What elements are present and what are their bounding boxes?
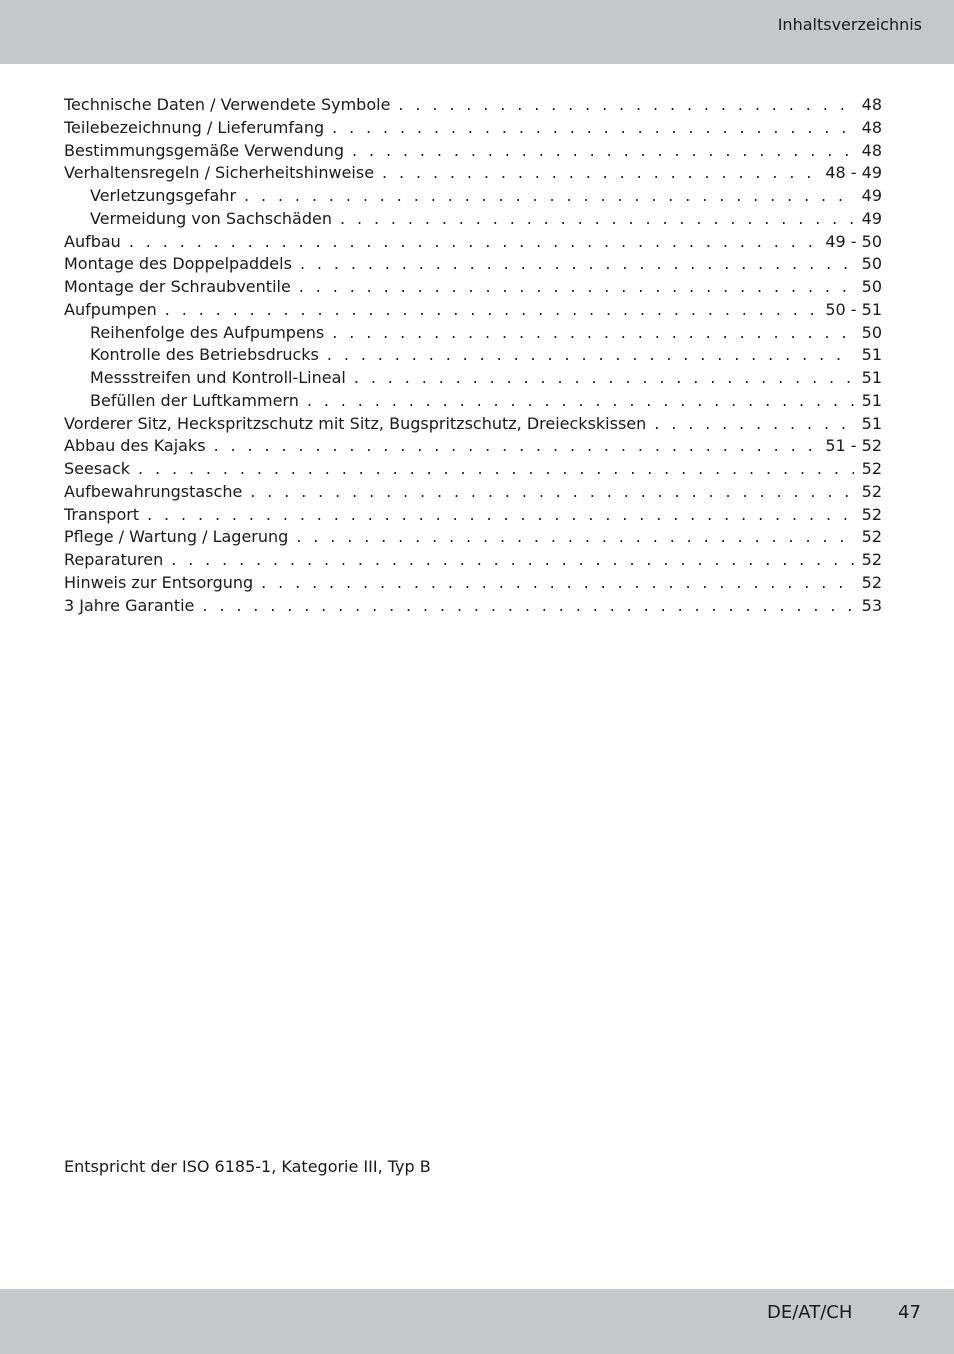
toc-entry[interactable] <box>64 276 882 299</box>
toc-entry-label: Technische Daten / Verwendete Symbole <box>64 95 391 114</box>
toc-entry-label: Aufbewahrungstasche <box>64 481 243 501</box>
toc-entry-page: 52 <box>861 481 882 501</box>
toc-entry[interactable] <box>64 572 882 595</box>
toc-leader-dots <box>382 162 817 185</box>
toc-entry[interactable] <box>64 140 882 163</box>
toc-entry[interactable] <box>64 504 882 527</box>
toc-entry-label: Hinweis zur Entsorgung <box>64 572 254 592</box>
standard-note: Entspricht der ISO 6185-1, Kategorie III, Typ B <box>64 1157 431 1176</box>
toc-leader-dots <box>138 458 854 481</box>
toc-entry-label: Abbau des Kajaks <box>64 436 206 456</box>
toc-leader-dots <box>250 481 853 504</box>
toc-entry[interactable] <box>64 231 882 254</box>
toc-entry-page: 49 <box>861 186 882 205</box>
toc-entry-page: 51 - 52 <box>825 436 882 456</box>
toc-entry-label: Montage der Schraubventile <box>64 277 291 296</box>
toc-leader-dots <box>129 231 818 254</box>
toc-entry[interactable] <box>64 117 882 140</box>
toc-entry[interactable] <box>64 458 882 481</box>
toc-leader-dots <box>147 504 854 527</box>
toc-entry[interactable] <box>64 344 882 367</box>
toc-leader-dots <box>202 595 853 618</box>
toc-entry-page: 52 <box>861 572 882 592</box>
toc-entry-page: 51 <box>861 368 882 387</box>
toc-leader-dots <box>244 185 854 208</box>
toc-entry[interactable] <box>64 367 882 390</box>
toc-leader-dots <box>296 526 853 549</box>
toc-entry[interactable] <box>64 253 882 276</box>
toc-leader-dots <box>299 276 854 299</box>
toc-entry[interactable] <box>64 299 882 322</box>
toc-entry-page: 48 - 49 <box>825 163 882 183</box>
table-of-contents <box>64 94 882 617</box>
toc-entry-page: 51 <box>861 390 882 410</box>
footer-region: DE/AT/CH <box>767 1302 853 1323</box>
toc-entry[interactable] <box>64 162 882 185</box>
toc-entry-label: Vorderer Sitz, Heckspritzschutz mit Sitz, Bugspritzschutz, Dreieckskissen <box>64 413 647 433</box>
toc-entry-label: Verhaltensregeln / Sicherheitshinweise <box>64 163 375 183</box>
toc-leader-dots <box>332 322 853 345</box>
toc-leader-dots <box>398 94 853 117</box>
toc-leader-dots <box>171 549 853 572</box>
toc-entry-page: 50 <box>861 277 882 296</box>
toc-entry[interactable] <box>64 435 882 458</box>
toc-entry-label: Kontrolle des Betriebsdrucks <box>90 345 319 365</box>
toc-entry-label: Seesack <box>64 459 131 478</box>
toc-entry-page: 49 <box>861 208 882 228</box>
toc-entry-page: 51 <box>861 345 882 365</box>
toc-entry-page: 50 - 51 <box>825 299 882 319</box>
toc-entry-page: 53 <box>861 595 882 615</box>
toc-leader-dots <box>261 572 853 595</box>
toc-leader-dots <box>300 253 854 276</box>
toc-entry-page: 50 <box>861 322 882 342</box>
footer-bar <box>0 1289 954 1354</box>
toc-entry-page: 49 - 50 <box>825 231 882 251</box>
toc-entry-label: Aufpumpen <box>64 299 157 319</box>
toc-entry[interactable] <box>64 413 882 436</box>
toc-leader-dots <box>352 140 854 163</box>
toc-entry[interactable] <box>64 595 882 618</box>
toc-entry[interactable] <box>64 322 882 345</box>
toc-entry-label: Verletzungsgefahr <box>90 186 237 205</box>
toc-entry-label: Vermeidung von Sachschäden <box>90 208 332 228</box>
toc-entry-page: 52 <box>861 527 882 547</box>
toc-entry[interactable] <box>64 94 882 117</box>
toc-entry-label: Reparaturen <box>64 550 164 569</box>
toc-entry-page: 52 <box>861 459 882 478</box>
toc-entry-label: Befüllen der Luftkammern <box>90 390 299 410</box>
toc-entry[interactable] <box>64 526 882 549</box>
toc-entry[interactable] <box>64 390 882 413</box>
toc-entry-label: Pflege / Wartung / Lagerung <box>64 527 289 547</box>
toc-leader-dots <box>332 117 854 140</box>
toc-entry-label: Aufbau <box>64 231 121 251</box>
toc-entry-label: Reihenfolge des Aufpumpens <box>90 322 325 342</box>
toc-entry-label: Teilebezeichnung / Lieferumfang <box>64 117 325 137</box>
toc-entry-label: Messstreifen und Kontroll-Lineal <box>90 368 346 387</box>
toc-entry-label: Transport <box>64 504 140 524</box>
toc-leader-dots <box>327 344 854 367</box>
toc-entry[interactable] <box>64 208 882 231</box>
toc-leader-dots <box>354 367 854 390</box>
toc-entry-label: Bestimmungsgemäße Verwendung <box>64 140 345 160</box>
toc-entry[interactable] <box>64 185 882 208</box>
toc-entry-page: 52 <box>861 504 882 524</box>
page-number: 47 <box>898 1302 921 1323</box>
toc-entry-page: 48 <box>861 140 882 160</box>
toc-leader-dots <box>214 435 818 458</box>
toc-entry-page: 48 <box>861 95 882 114</box>
toc-leader-dots <box>165 299 818 322</box>
toc-entry[interactable] <box>64 481 882 504</box>
toc-leader-dots <box>340 208 854 231</box>
toc-entry-label: Montage des Doppelpaddels <box>64 254 292 274</box>
toc-entry-page: 48 <box>861 117 882 137</box>
header-bar <box>0 0 954 64</box>
toc-entry-page: 52 <box>861 550 882 569</box>
toc-leader-dots <box>307 390 854 413</box>
toc-entry-page: 51 <box>861 413 882 433</box>
toc-leader-dots <box>654 413 853 436</box>
toc-entry[interactable] <box>64 549 882 572</box>
section-title: Inhaltsverzeichnis <box>777 15 922 34</box>
toc-entry-page: 50 <box>861 254 882 274</box>
toc-entry-label: 3 Jahre Garantie <box>64 595 195 615</box>
